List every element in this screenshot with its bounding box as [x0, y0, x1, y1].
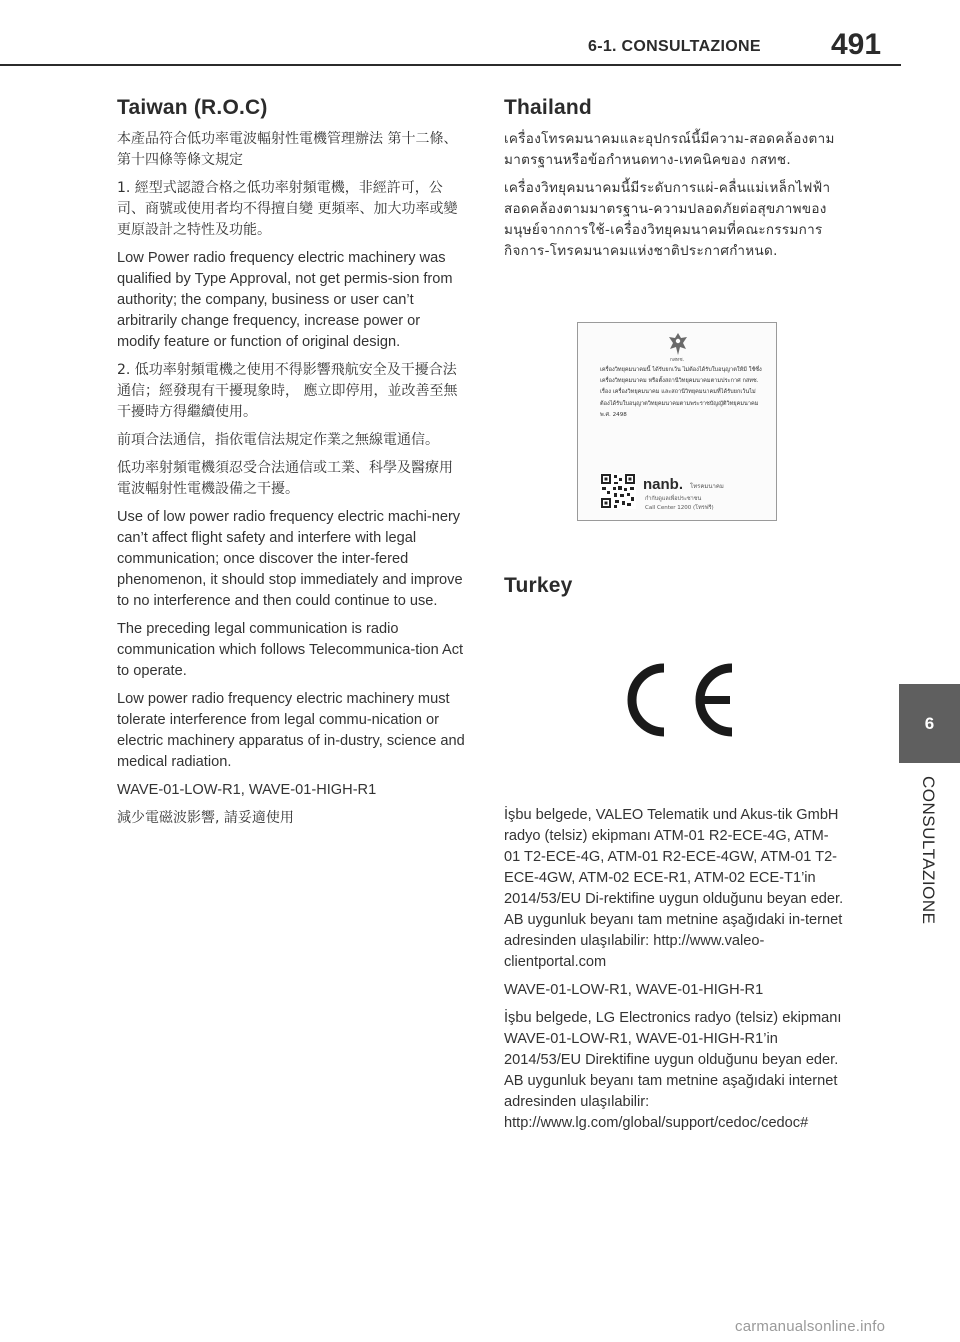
turkey-heading: Turkey [504, 574, 573, 597]
paragraph: İşbu belgede, LG Electronics radyo (telsiz) ekipmanı WAVE-01-LOW-R1, WAVE-01-HIGH-R1’in 2014/53/EU Direktifine uygun olduğunu beyan eder. AB uygunluk beyanı tam metnine aşağıdaki internet adresinden ulaşılabilir: http://www.lg.com/global/support/cedoc/cedoc# [504, 1010, 842, 1131]
paragraph: 前項合法通信，指依電信法規定作業之無線電通信。 [117, 432, 439, 448]
label-footer-line: Call Center 1200 (โทรฟรี) [645, 505, 714, 511]
paragraph: WAVE-01-LOW-R1, WAVE-01-HIGH-R1 [504, 982, 764, 998]
label-footer [645, 495, 765, 513]
label-agency: กสทช. [669, 357, 685, 363]
page-number: 491 [831, 28, 882, 61]
ce-mark-icon [612, 660, 742, 740]
label-text: เครื่องวิทยุคมนาคมนี้ ได้รับยกเว้น ไม่ต้องได้รับใบอนุญาตให้มี ใช้ซึ่งเครื่องวิทยุคมนาคม หรือตั้งสถานีวิทยุคมนาคมตามประกาศ กสทช. เรื่อง เครื่องวิทยุคมนาคม และสถานีวิทยุคมนาคมที่ได้รับยกเว้นไม่ต้องได้รับใบอนุญาตวิทยุคมนาคมตามพระราชบัญญัติวิทยุคมนาคม พ.ศ. 2498 [600, 367, 762, 418]
paragraph: The preceding legal communication is radio communication which follows Telecommunica-tion Act to operate. [117, 621, 464, 679]
paragraph: Low power radio frequency electric machinery must tolerate interference from legal commu-nication or electric machinery apparatus of in-dustry, science and medical radiation. [117, 691, 465, 770]
garuda-emblem-icon [667, 331, 689, 357]
chapter-label [908, 776, 948, 946]
header-divider [0, 64, 901, 66]
chapter-tab[interactable] [899, 684, 960, 763]
paragraph: 本產品符合低功率電波輻射性電機管理辦法 第十二條、第十四條等條文規定 [117, 131, 458, 168]
chapter-number: 6 [924, 713, 935, 733]
qr-code-icon [600, 473, 636, 509]
page-header [0, 0, 960, 80]
paragraph: WAVE-01-LOW-R1, WAVE-01-HIGH-R1 [117, 782, 377, 798]
paragraph: Low Power radio frequency electric machinery was qualified by Type Approval, not get permis-sion from authority; the company, business or user can’t arbitrarily change frequency, increase power or modify feature or function of original design. [117, 250, 453, 350]
paragraph: 2. 低功率射頻電機之使用不得影響飛航安全及干擾合法通信；經發現有干擾現象時， 應立即停用，並改善至無干擾時方得繼續使用。 [117, 362, 458, 420]
turkey-section [504, 805, 844, 1141]
paragraph: 1. 經型式認證合格之低功率射頻電機，非經許可，公司、商號或使用者均不得擅自變 更頻率、加大功率或變更原設計之特性及功能。 [117, 180, 458, 238]
paragraph: İşbu belgede, VALEO Telematik und Akus-tik GmbH radyo (telsiz) ekipmanı ATM-01 R2-ECE-4G, ATM-01 T2-ECE-4G, ATM-01 R2-ECE-4GW, ATM-01 T2-ECE-4GW, ATM-02 ECE-R1, ATM-02 ECE-T1’in 2014/53/EU Di-rektifine uygun olduğunu beyan eder. AB uygunluk beyanı tam metnine aşağıdaki in-ternet adresinden ulaşılabilir: http://www.valeo-clientportal.com [504, 807, 844, 970]
label-footer-line: กำกับดูแลเพื่อประชาชน [645, 496, 702, 502]
paragraph: เครื่องวิทยุคมนาคมนี้มีระดับการแผ่-คลื่นแม่เหล็กไฟฟ้าสอดคล้องตามมาตรฐาน-ความปลอดภัยต่อสุขภาพของมนุษย์จากการใช้-เครื่องวิทยุคมนาคมที่คณะกรรมการกิจการ-โทรคมนาคมแห่งชาติประกาศกำหนด. [504, 180, 831, 259]
taiwan-section [117, 96, 465, 836]
paragraph: 減少電磁波影響, 請妥適使用 [117, 810, 294, 826]
nbtc-logo: nanb. [643, 476, 683, 493]
site-watermark: carmanualsonline.info [735, 1318, 886, 1335]
thailand-heading: Thailand [504, 96, 592, 119]
paragraph: Use of low power radio frequency electric machi-nery can’t affect flight safety and interfere with legal communication; once discover the inter-fered phenomenon, it should stop immediately and improve to no interference and then could continue to use. [117, 509, 463, 609]
nbtc-label-image [577, 322, 777, 521]
taiwan-heading: Taiwan (R.O.C) [117, 96, 268, 119]
paragraph: 低功率射頻電機須忍受合法通信或工業、科學及醫療用電波輻射性電機設備之干擾。 [117, 460, 453, 497]
paragraph: เครื่องโทรคมนาคมและอุปกรณ์นี้มีความ-สอดคล้องตามมาตรฐานหรือข้อกำหนดทาง-เทคนิคของ กสทช. [504, 131, 835, 168]
section-title: 6-1. CONSULTAZIONE [588, 38, 761, 55]
chapter-label-text: CONSULTAZIONE [919, 776, 938, 925]
thailand-section [504, 96, 844, 269]
nbtc-logo-sub: โทรคมนาคม [690, 483, 724, 490]
